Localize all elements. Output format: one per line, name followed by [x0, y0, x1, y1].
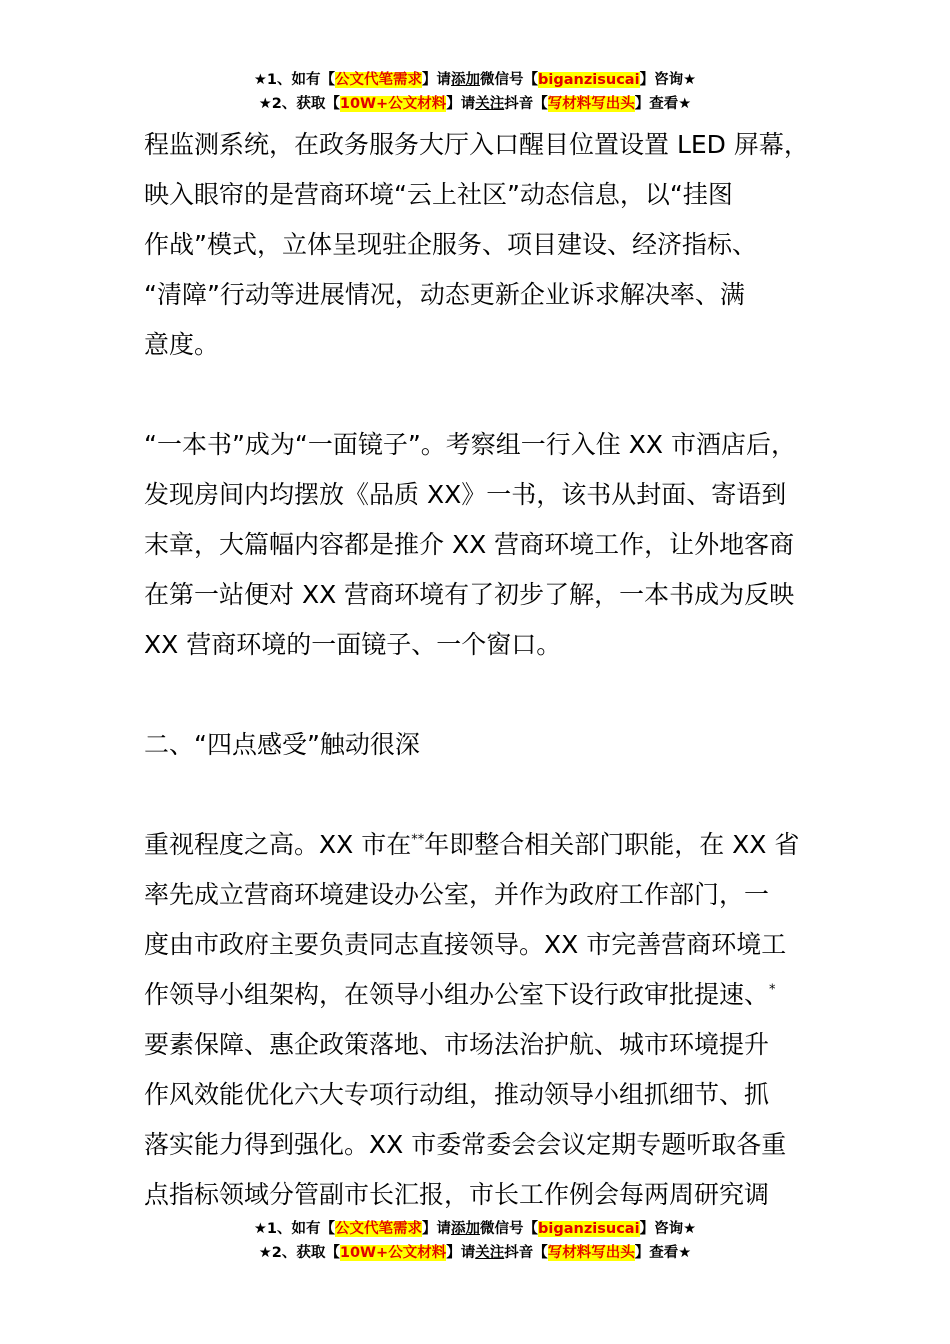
text-line: 在第一站便对 XX 营商环境有了初步了解，一本书成为反映: [144, 580, 795, 609]
promo-text: ★2、获取【: [258, 96, 340, 112]
promo-highlight: 10W+公文材料: [339, 1245, 447, 1261]
text-line: XX 营商环境的一面镜子、一个窗口。: [144, 630, 562, 659]
superscript-mark: *: [769, 982, 776, 998]
promo-text: 】请: [446, 1245, 476, 1261]
promo-text: ★1、如有【: [253, 72, 336, 88]
promo-line-2: [0, 92, 950, 116]
text-segment: 重视程度之高。XX 市在: [144, 830, 412, 859]
text-line: 意度。: [144, 330, 220, 359]
text-line: 要素保障、惠企政策落地、市场法治护航、城市环境提升: [144, 1030, 770, 1059]
promo-line-2: [0, 1241, 950, 1265]
paragraph-monitoring: [144, 120, 834, 370]
paragraph-book: [144, 420, 834, 670]
text-line: 落实能力得到强化。XX 市委常委会会议定期专题听取各重: [144, 1130, 787, 1159]
promo-text: 】请: [446, 96, 476, 112]
text-line: [144, 970, 834, 1020]
promo-text: 】请: [422, 1221, 452, 1237]
text-line: [144, 820, 834, 870]
promo-line-1: [0, 1217, 950, 1241]
heading-text: 二、“四点感受”触动很深: [144, 730, 420, 759]
text-line: 映入眼帘的是营商环境“云上社区”动态信息，以“挂图: [144, 180, 733, 209]
document-body: [144, 120, 834, 1220]
promo-highlight: 写材料写出头: [547, 96, 635, 112]
promo-underline: 关注: [475, 96, 505, 112]
text-line: “清障”行动等进展情况，动态更新企业诉求解决率、满: [144, 280, 745, 309]
promo-underline: 添加: [451, 72, 481, 88]
promo-text: ★1、如有【: [253, 1221, 336, 1237]
text-line: 率先成立营商环境建设办公室，并作为政府工作部门，一: [144, 880, 770, 909]
promo-highlight: 写材料写出头: [547, 1245, 635, 1261]
promo-text: ★2、获取【: [258, 1245, 340, 1261]
promo-header: [0, 68, 950, 116]
promo-text: 】咨询★: [639, 1221, 697, 1237]
text-segment: 作领导小组架构，在领导小组办公室下设行政审批提速、: [144, 980, 770, 1009]
promo-text: 微信号【: [480, 1221, 539, 1237]
text-line: 点指标领域分管副市长汇报，市长工作例会每两周研究调: [144, 1180, 770, 1209]
paragraph-importance: [144, 820, 834, 1220]
promo-highlight: 公文代笔需求: [335, 72, 423, 88]
promo-text: 】查看★: [634, 96, 692, 112]
promo-line-1: [0, 68, 950, 92]
promo-highlight: 10W+公文材料: [339, 96, 447, 112]
superscript-mark: **: [411, 832, 425, 848]
promo-underline: 添加: [451, 1221, 481, 1237]
text-line: 作战”模式，立体呈现驻企服务、项目建设、经济指标、: [144, 230, 757, 259]
promo-highlight: biganzisucai: [538, 1221, 640, 1237]
promo-text: 抖音【: [504, 96, 548, 112]
promo-text: 】查看★: [634, 1245, 692, 1261]
promo-footer: [0, 1217, 950, 1265]
text-line: 度由市政府主要负责同志直接领导。XX 市完善营商环境工: [144, 930, 787, 959]
text-line: 发现房间内均摆放《品质 XX》一书，该书从封面、寄语到: [144, 480, 787, 509]
promo-highlight: 公文代笔需求: [335, 1221, 423, 1237]
promo-text: 微信号【: [480, 72, 539, 88]
promo-text: 】请: [422, 72, 452, 88]
promo-highlight: biganzisucai: [538, 72, 640, 88]
text-line: 末章，大篇幅内容都是推介 XX 营商环境工作，让外地客商: [144, 530, 795, 559]
promo-underline: 关注: [475, 1245, 505, 1261]
section-heading: [144, 720, 834, 770]
promo-text: 】咨询★: [639, 72, 697, 88]
promo-text: 抖音【: [504, 1245, 548, 1261]
text-line: “一本书”成为“一面镜子”。考察组一行入住 XX 市酒店后，: [144, 430, 796, 459]
text-line: 作风效能优化六大专项行动组，推动领导小组抓细节、抓: [144, 1080, 770, 1109]
text-segment: 年即整合相关部门职能，在 XX 省: [424, 830, 800, 859]
text-line: 程监测系统，在政务服务大厅入口醒目位置设置 LED 屏幕，: [144, 130, 809, 159]
